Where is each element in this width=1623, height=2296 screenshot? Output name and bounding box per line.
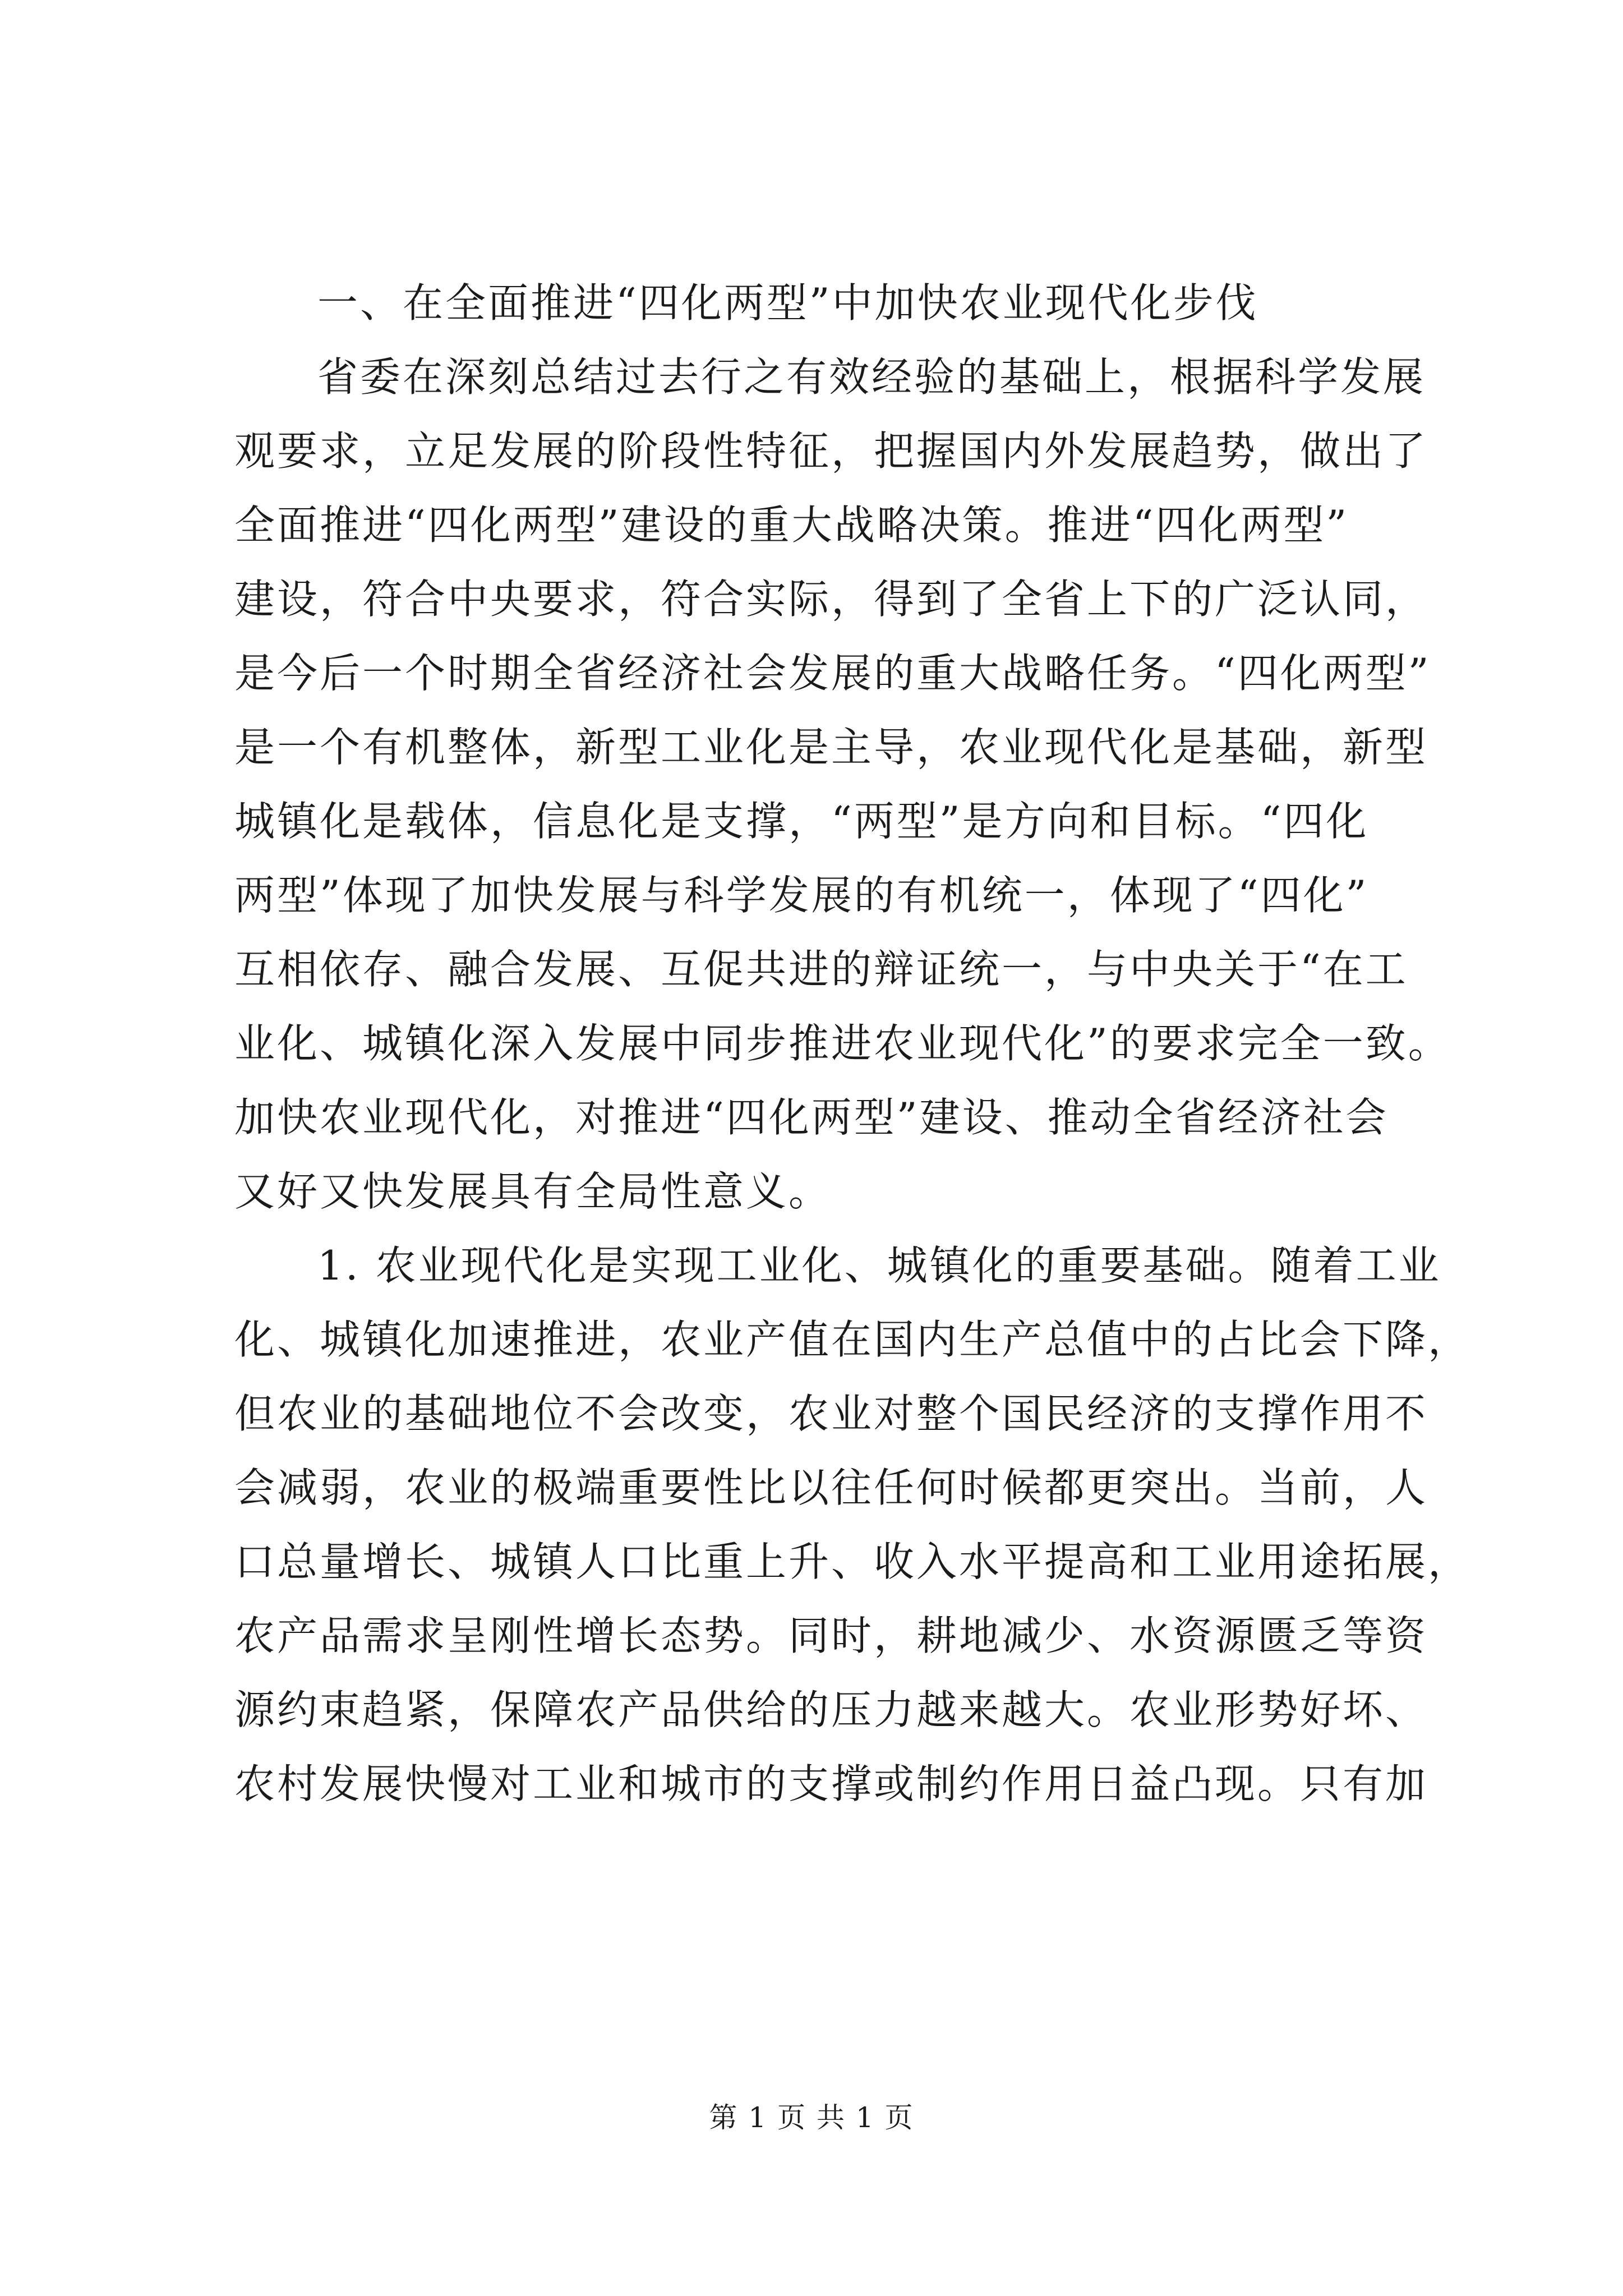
section-heading: 一、在全面推进“四化两型”中加快农业现代化步伐 bbox=[317, 279, 1258, 326]
paragraph-line: 又好又快发展具有全局性意义。 bbox=[234, 1168, 832, 1215]
paragraph-line: 农产品需求呈刚性增长态势。同时，耕地减少、水资源匮乏等资 bbox=[234, 1612, 1428, 1659]
paragraph-line: 会减弱，农业的极端重要性比以往任何时候都更突出。当前，人 bbox=[234, 1464, 1428, 1511]
paragraph-line: 观要求，立足发展的阶段性特征，把握国内外发展趋势，做出了 bbox=[234, 427, 1428, 475]
paragraph-line: 两型”体现了加快发展与科学发展的有机统一，体现了“四化” bbox=[234, 872, 1369, 919]
paragraph-line: 口总量增长、城镇人口比重上升、收入水平提高和工业用途拓展， bbox=[234, 1538, 1471, 1585]
paragraph-line: 省委在深刻总结过去行之有效经验的基础上，根据科学发展 bbox=[317, 353, 1426, 401]
paragraph-line: 业化、城镇化深入发展中同步推进农业现代化”的要求完全一致。 bbox=[234, 1020, 1451, 1067]
paragraph-line: 源约束趋紧，保障农产品供给的压力越来越大。农业形势好坏、 bbox=[234, 1686, 1428, 1733]
paragraph-line: 城镇化是载体，信息化是支撑，“两型”是方向和目标。“四化 bbox=[234, 798, 1369, 845]
paragraph-line: 是一个有机整体，新型工业化是主导，农业现代化是基础，新型 bbox=[234, 724, 1428, 771]
document-body bbox=[234, 266, 1471, 1821]
paragraph-line: 农村发展快慢对工业和城市的支撑或制约作用日益凸现。只有加 bbox=[234, 1760, 1428, 1807]
paragraph-line: 加快农业现代化，对推进“四化两型”建设、推动全省经济社会 bbox=[234, 1094, 1389, 1141]
paragraph-line: 全面推进“四化两型”建设的重大战略决策。推进“四化两型” bbox=[234, 501, 1349, 549]
paragraph-line: 互相依存、融合发展、互促共进的辩证统一，与中央关于“在工 bbox=[234, 946, 1408, 993]
paragraph-line: 建设，符合中央要求，符合实际，得到了全省上下的广泛认同， bbox=[234, 576, 1428, 623]
paragraph-line: 化、城镇化加速推进，农业产值在国内生产总值中的占比会下降， bbox=[234, 1316, 1471, 1363]
paragraph-line: 1. 农业现代化是实现工业化、城镇化的重要基础。随着工业 bbox=[317, 1242, 1441, 1289]
paragraph-line: 但农业的基础地位不会改变，农业对整个国民经济的支撑作用不 bbox=[234, 1390, 1428, 1437]
paragraph-line: 是今后一个时期全省经济社会发展的重大战略任务。“四化两型” bbox=[234, 650, 1431, 697]
page-footer: 第 1 页 共 1 页 bbox=[709, 2101, 914, 2134]
